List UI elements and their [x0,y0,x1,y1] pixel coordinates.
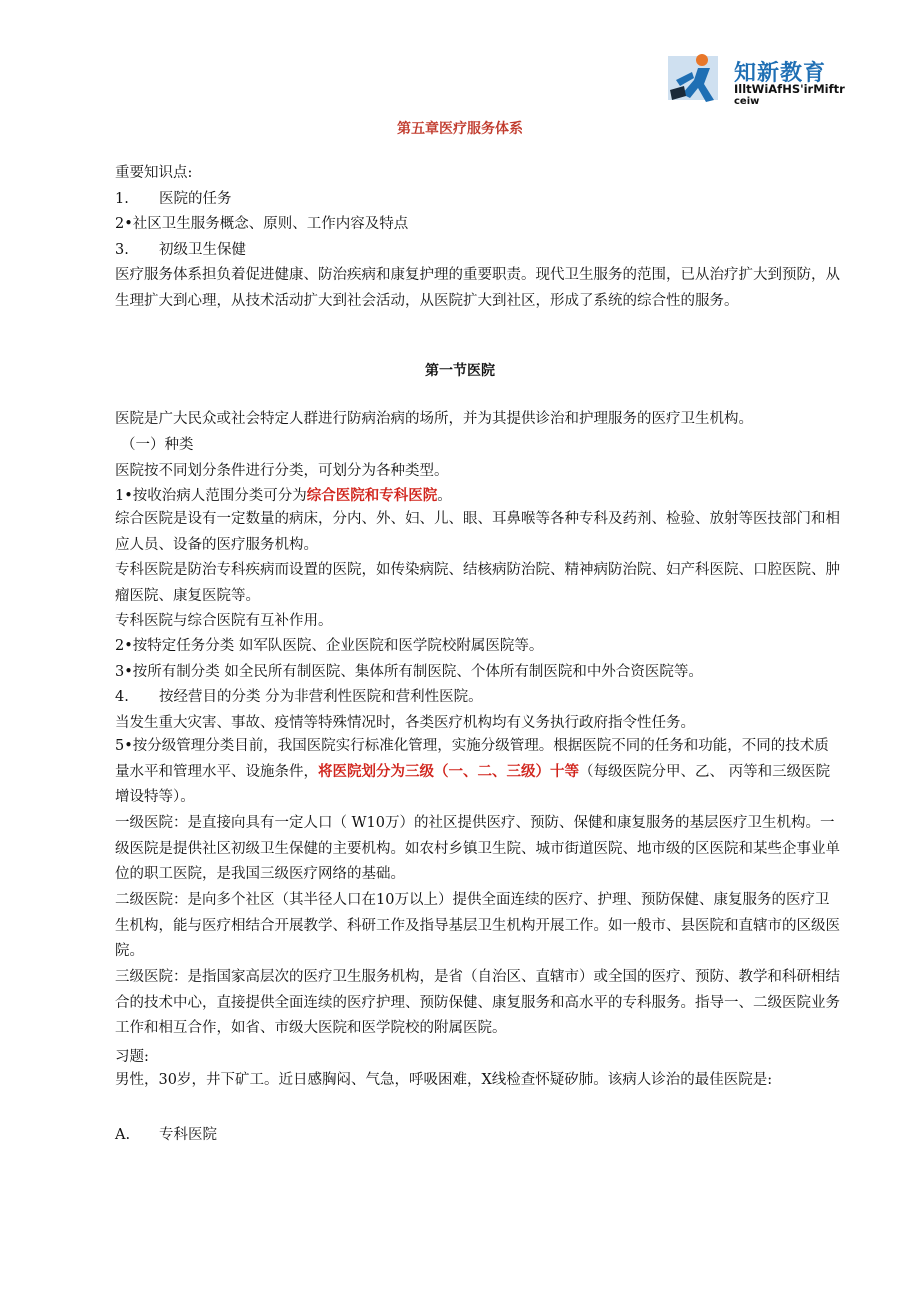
level1-paragraph [115,811,840,888]
key-point-text: 2•社区卫生服务概念、原则、工作内容及特点 [115,216,409,232]
kinds-heading: （一）种类 [121,437,194,453]
by-level-prefix: 5•按分级管理分类目前，我国医院实行标准化管理，实施分级管理。根据医院不同的任务和功能，不同的技术质量水平和管理水平、设施条件， [115,738,829,780]
general-hospital-text: 综合医院是设有一定数量的病床，分内、外、妇、儿、眼、耳鼻喉等各种专科及药剂、检验、放射等医技部门和相应人员、设备的医疗服务机构。 [115,511,840,553]
intro-text: 医疗服务体系担负着促进健康、防治疾病和康复护理的重要职责。现代卫生服务的范围，已从治疗扩大到预防，从生理扩大到心理，从技术活动扩大到社会活动，从医院扩大到社区，形成了系统的综合性的服务。 [115,267,840,309]
logo-subtitle-2: ceiw [734,96,760,107]
specialty-hospital-paragraph [115,558,840,609]
key-point-number: 3. [115,242,129,258]
logo [668,48,848,110]
classify-by-purpose [115,688,483,706]
exercise-heading: 习题: [115,1049,149,1065]
level3-text: 三级医院：是指国家高层次的医疗卫生服务机构，是省（自治区、直辖市）或全国的医疗、预防、教学和科研相结合的技术中心，直接提供全面连续的医疗护理、预防保健、康复服务和高水平的专科服务。指导一、二级医院业务工作和相互合作，如省、市级大医院和医学院校的附属医院。 [115,969,840,1037]
general-hospital-paragraph [115,507,840,558]
key-point-text: 医院的任务 [159,191,232,207]
exercise-question [115,1068,840,1094]
exercise-question-text: 男性，30岁，井下矿工。近日感胸闷、气急，呼吸困难，X线检查怀疑矽肺。该病人诊治的最佳医院是: [115,1072,773,1088]
classify-by-range [115,487,452,505]
specialty-hospital-text: 专科医院是防治专科疾病而设置的医院，如传染病院、结核病防治院、精神病防治院、妇产科医院、口腔医院、肿瘤医院、康复医院等。 [115,562,840,604]
chapter-title: 第五章医疗服务体系 [397,121,523,137]
key-point-item [115,241,246,259]
section-title: 第一节医院 [425,363,495,379]
key-point-item [115,190,232,208]
disaster-note: 当发生重大灾害、事故、疫情等特殊情况时，各类医疗机构均有义务执行政府指令性任务。 [115,715,695,731]
level2-text: 二级医院：是向多个社区（其半径人口在10万以上）提供全面连续的医疗、护理、预防保健、康复服务的医疗卫生机构，能与医疗相结合开展教学、科研工作及指导基层卫生机构开展工作。如一般市、县医院和直辖市的区级医院。 [115,892,840,960]
by-range-prefix: 1•按收治病人范围分类可分为 [115,488,307,504]
by-range-highlight: 综合医院和专科医院 [306,488,438,504]
key-point-text: 初级卫生保健 [159,242,246,258]
by-level-highlight: 将医院划分为三级（一、二、三级）十等 [318,763,579,780]
level2-paragraph [115,888,840,965]
logo-subtitle: IlltWiAfHS'irMiftr [734,82,845,96]
key-points-heading: 重要知识点: [115,165,193,181]
level3-paragraph [115,965,840,1042]
intro-paragraph [115,263,840,314]
classify-intro: 医院按不同划分条件进行分类，可划分为各种类型。 [115,463,449,479]
option-label: A. [115,1127,131,1143]
exercise-option [115,1126,217,1144]
key-point-item [115,215,408,233]
logo-title: 知新教育 [734,61,827,86]
classify-by-ownership: 3•按所有制分类 如全民所有制医院、集体所有制医院、个体所有制医院和中外合资医院等。 [115,664,703,680]
logo-runner-icon [668,50,730,106]
classify-by-task: 2•按特定任务分类 如军队医院、企业医院和医学院校附属医院等。 [115,638,544,654]
by-level-suffix: （每级医院分甲、乙、 丙等和三级医院增设特等）。 [115,763,831,806]
complement-note: 专科医院与综合医院有互补作用。 [115,613,333,629]
option-text: 专科医院 [159,1127,217,1143]
by-purpose-number: 4. [115,689,129,705]
by-purpose-text: 按经营目的分类 分为非营利性医院和营利性医院。 [159,689,483,705]
level1-text: 一级医院：是直接向具有一定人口（ W10万）的社区提供医疗、预防、保健和康复服务的基层医疗卫生机构。一级医院是提供社区初级卫生保健的主要机构。如农村乡镇卫生院、城市街道医院、地市级的区医院和某些企事业单位的职工医院，是我国三级医疗网络的基础。 [115,815,840,883]
key-point-number: 1. [115,191,129,207]
classify-by-level [115,734,840,811]
hospital-definition: 医院是广大民众或社会特定人群进行防病治病的场所，并为其提供诊治和护理服务的医疗卫生机构。 [115,411,753,427]
by-range-suffix: 。 [437,488,452,504]
